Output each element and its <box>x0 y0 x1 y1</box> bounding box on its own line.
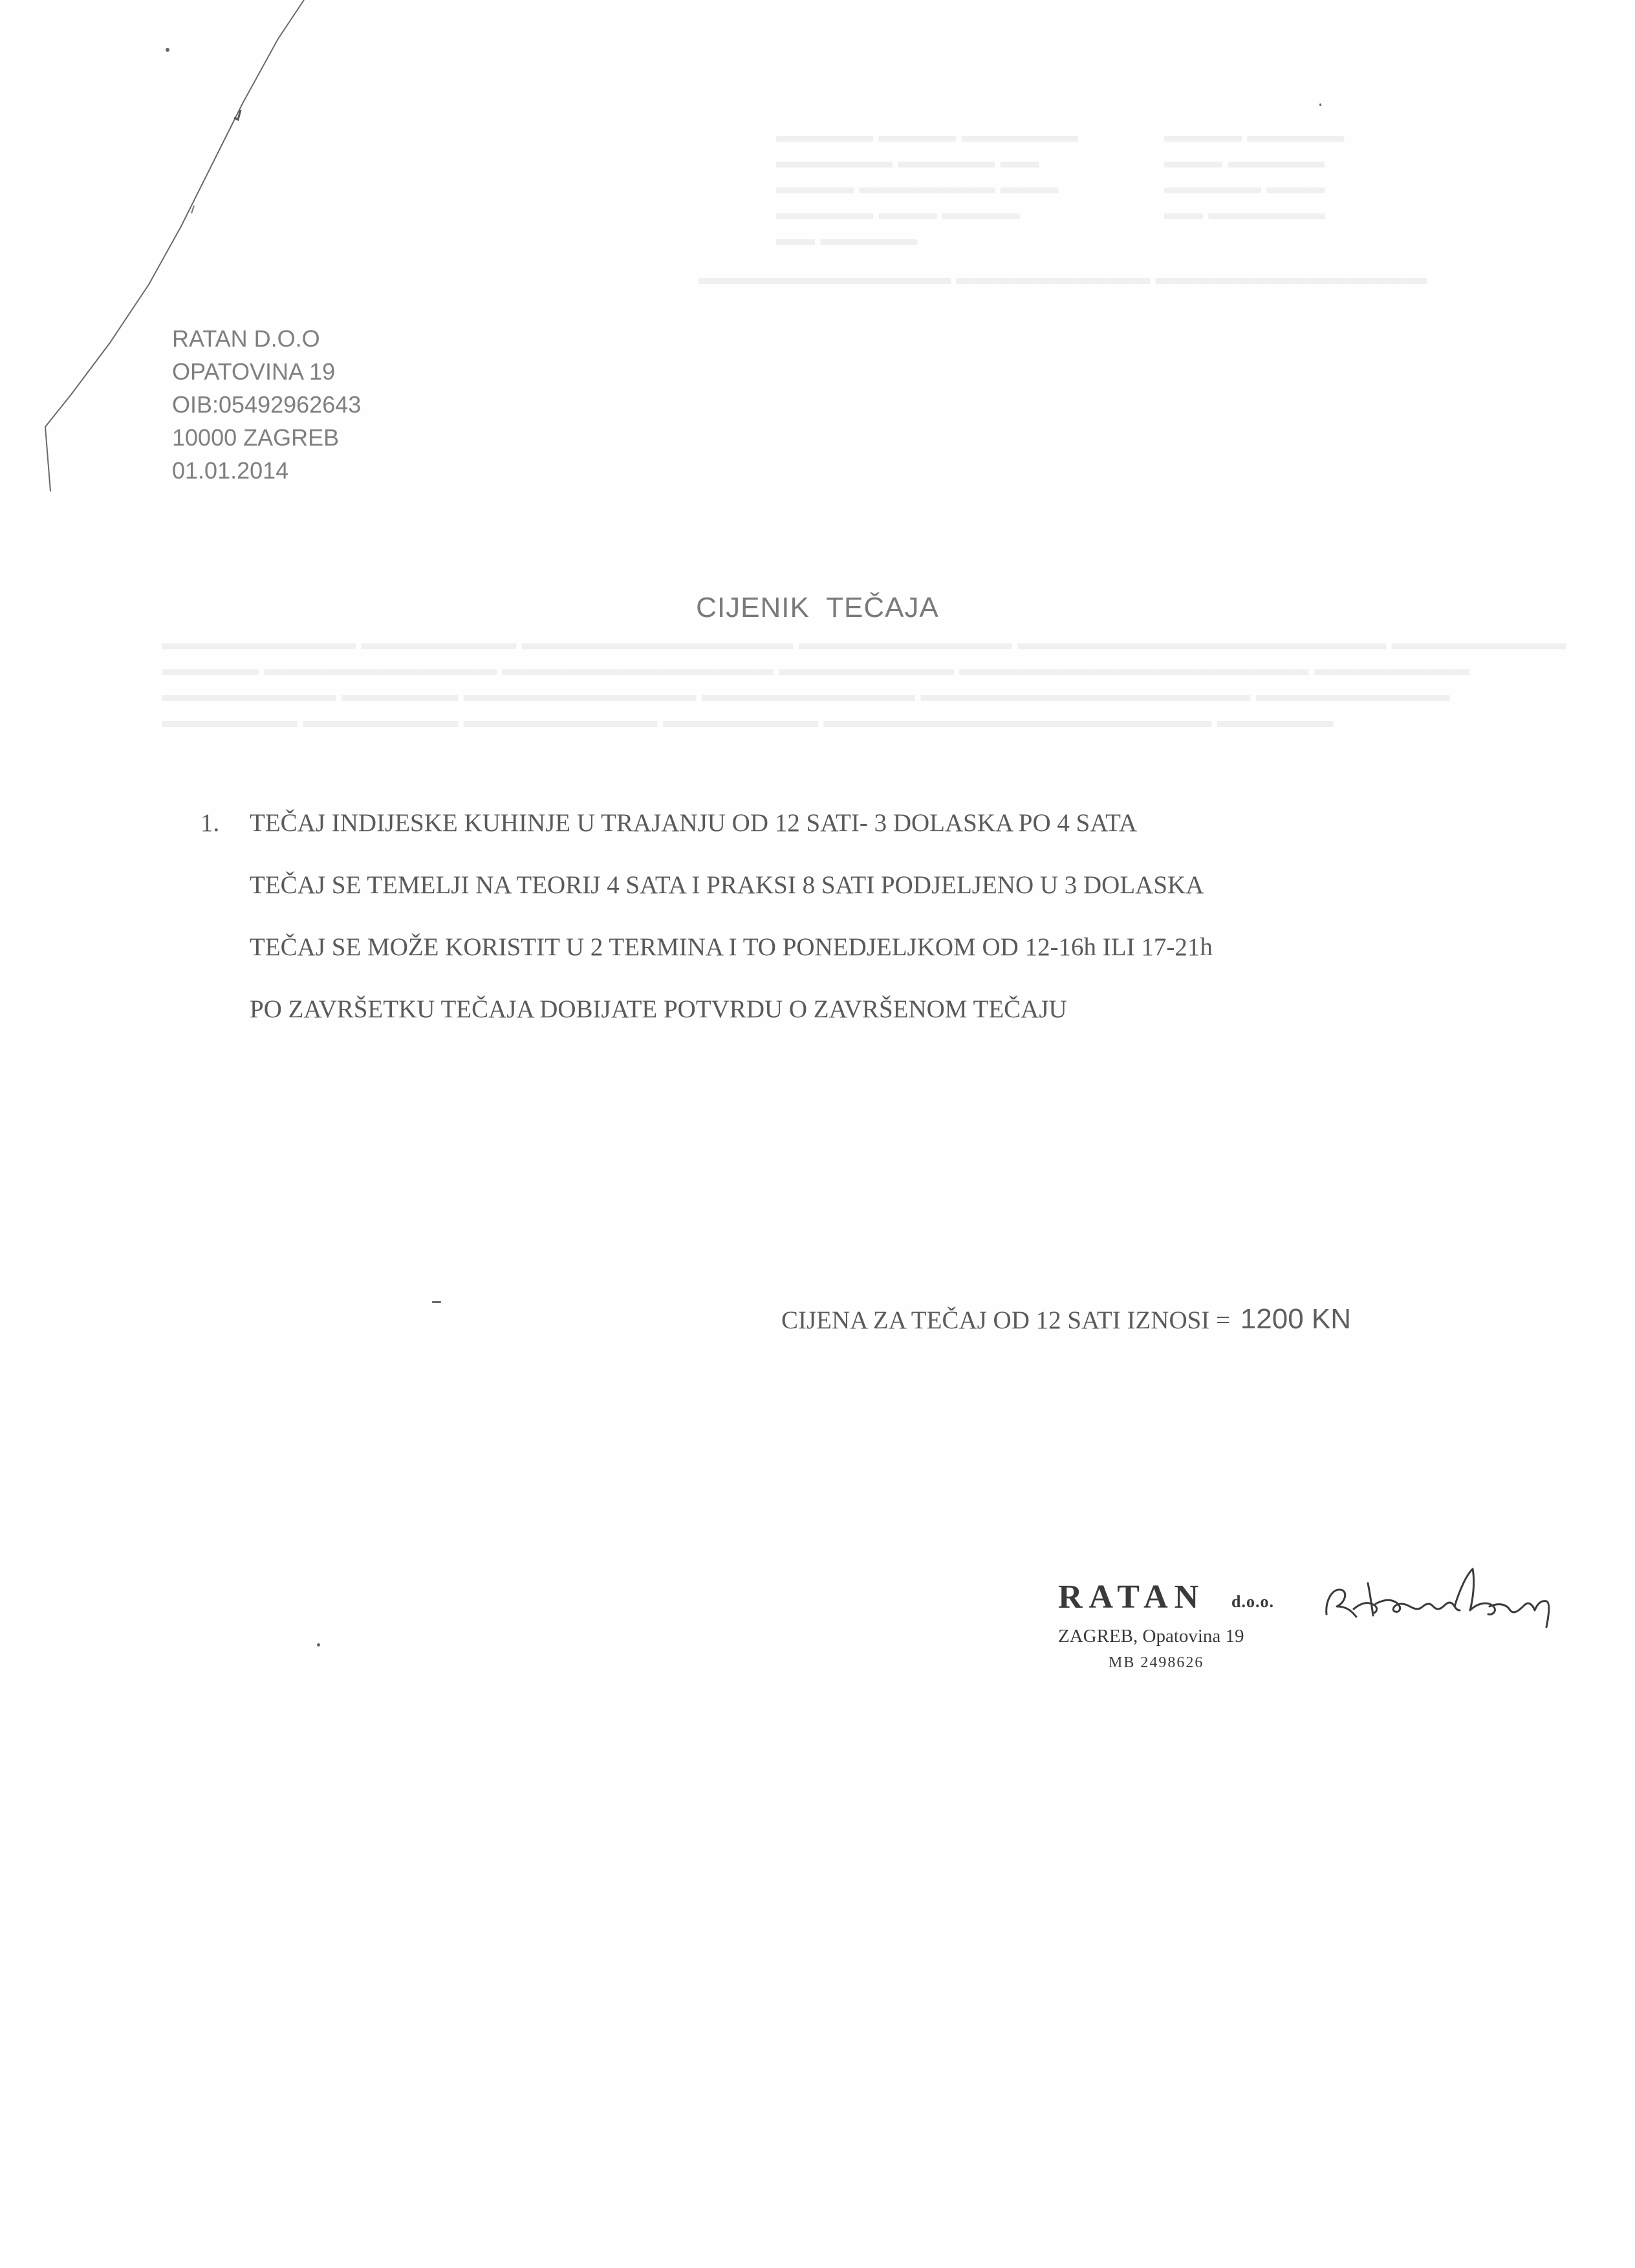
price-line <box>781 1303 1351 1335</box>
list-item <box>200 870 1494 933</box>
list-item-text: PO ZAVRŠETKU TEČAJA DOBIJATE POTVRDU O ZAVRŠENOM TEČAJU <box>250 995 1067 1023</box>
handwritten-signature-icon <box>1323 1564 1568 1635</box>
price-label: CIJENA ZA TEČAJ OD 12 SATI IZNOSI = <box>781 1306 1231 1334</box>
stamp-company-name: RATAN <box>1058 1579 1206 1615</box>
scan-speck <box>432 1301 441 1303</box>
bleed-through-block: ▬▬▬▬▬ ▬▬▬▬ ▬▬▬▬▬▬ ▬▬▬▬▬▬ ▬▬▬▬▬ ▬▬ ▬▬▬▬ ▬▬▬▬▬▬▬ ▬▬▬ ▬▬▬▬▬ ▬▬▬ ▬▬▬▬ ▬▬ ▬▬▬▬▬ <box>776 125 1078 250</box>
bleed-through-block: ▬▬▬▬▬▬▬▬▬▬▬▬▬ ▬▬▬▬▬▬▬▬▬▬ ▬▬▬▬▬▬▬▬▬▬▬▬▬▬ <box>698 267 1427 288</box>
list-item-text: TEČAJ SE TEMELJI NA TEORIJ 4 SATA I PRAKSI 8 SATI PODJELJENO U 3 DOLASKA <box>250 871 1204 899</box>
sender-company-name: RATAN D.O.O <box>172 325 320 352</box>
price-value: 1200 KN <box>1240 1303 1352 1335</box>
list-item-number: 1. <box>200 809 220 837</box>
document-title-word: TEČAJA <box>826 592 939 623</box>
stamp-registration-number: MB 2498626 <box>1109 1654 1204 1671</box>
scan-speck <box>1319 103 1321 106</box>
list-item-text: TEČAJ SE MOŽE KORISTIT U 2 TERMINA I TO PONEDJELJKOM OD 12-16h ILI 17-21h <box>250 933 1213 961</box>
sender-city: 10000 ZAGREB <box>172 424 340 451</box>
stamp-address: ZAGREB, Opatovina 19 <box>1058 1626 1244 1647</box>
document-title <box>0 592 1635 624</box>
scan-speck <box>317 1643 320 1647</box>
course-description-list <box>200 808 1494 1057</box>
sender-date: 01.01.2014 <box>172 457 289 484</box>
list-item <box>200 933 1494 995</box>
sender-street: OPATOVINA 19 <box>172 358 336 385</box>
stamp-company-suffix: d.o.o. <box>1231 1592 1274 1611</box>
sender-oib: OIB:05492962643 <box>172 391 362 418</box>
list-item-text: TEČAJ INDIJESKE KUHINJE U TRAJANJU OD 12 SATI- 3 DOLASKA PO 4 SATA <box>250 809 1138 837</box>
scan-speck <box>166 48 169 52</box>
bleed-through-block: ▬▬▬▬▬▬▬▬▬▬ ▬▬▬▬▬▬▬▬ ▬▬▬▬▬▬▬▬▬▬▬▬▬▬ ▬▬▬▬▬▬▬▬▬▬▬ ▬▬▬▬▬▬▬▬▬▬▬▬▬▬▬▬▬▬▬ ▬▬▬▬▬▬▬▬▬ ▬▬▬▬▬ ▬▬▬▬▬▬▬▬▬▬▬▬ ▬▬▬▬▬▬▬▬▬▬▬▬▬▬ ▬▬▬▬▬▬▬▬▬ ▬▬▬▬▬▬▬▬▬▬▬▬▬▬▬▬▬▬ ▬▬▬▬▬▬▬▬ ▬▬▬▬▬▬▬▬▬ ▬▬▬▬▬▬ ▬▬▬▬▬▬▬▬▬▬▬▬ ▬▬▬▬▬▬▬▬▬▬▬ ▬▬▬▬▬▬▬▬▬▬▬▬▬▬▬▬▬ ▬▬▬▬▬▬▬▬▬▬ ▬▬▬▬▬▬▬ ▬▬▬▬▬▬▬▬ ▬▬▬▬▬▬▬▬▬▬ ▬▬▬▬▬▬▬▬ ▬▬▬▬▬▬▬▬▬▬▬▬▬▬▬▬▬▬▬▬ ▬▬▬▬▬▬ <box>162 632 1566 731</box>
bleed-through-block: ▬▬▬▬ ▬▬▬▬▬ ▬▬▬ ▬▬▬▬▬ ▬▬▬▬▬ ▬▬▬ ▬▬ ▬▬▬▬▬▬ <box>1164 125 1345 224</box>
sender-address-block <box>172 322 361 487</box>
document-title-word: CIJENIK <box>696 592 810 623</box>
list-item <box>200 995 1494 1057</box>
list-item <box>200 808 1494 870</box>
